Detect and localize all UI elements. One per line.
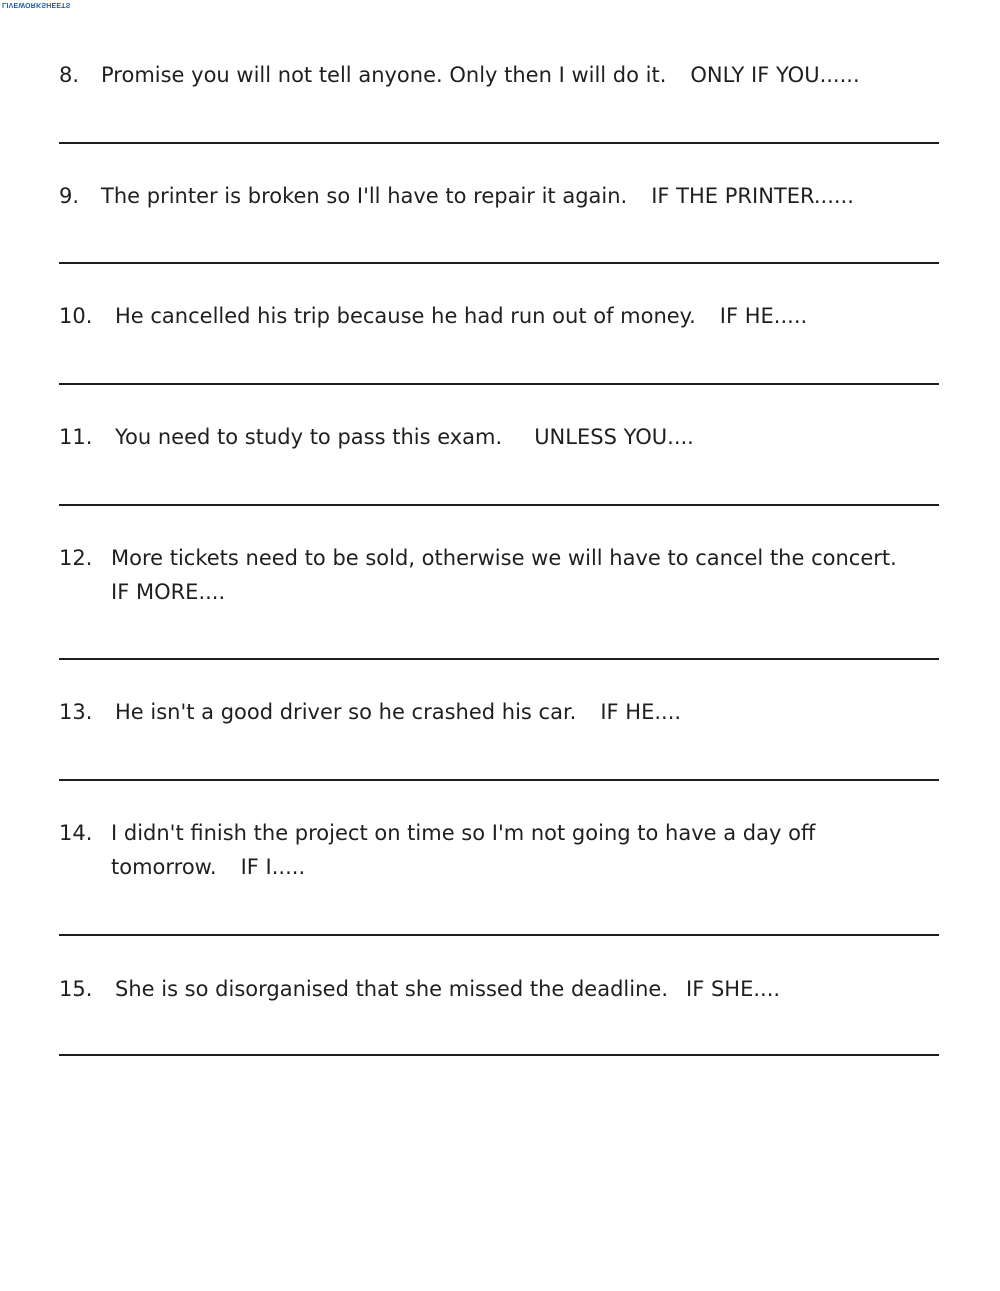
question-number: 10.: [59, 304, 93, 328]
question-prompt: IF HE.....: [719, 304, 808, 328]
answer-line-15[interactable]: [59, 1054, 939, 1056]
answer-line-11[interactable]: [59, 504, 939, 506]
question-prompt: IF MORE....: [111, 580, 226, 604]
question-number: 13.: [59, 700, 93, 724]
answer-line-9[interactable]: [59, 262, 939, 264]
question-prompt: IF I.....: [240, 855, 306, 879]
question-text: The printer is broken so I'll have to repair it again. IF THE PRINTER......: [101, 184, 854, 208]
answer-line-10[interactable]: [59, 383, 939, 385]
question-prompt: ONLY IF YOU......: [690, 63, 860, 87]
question-number: 12.: [59, 546, 93, 570]
question-text: More tickets need to be sold, otherwise we will have to cancel the concert. IF MORE....: [111, 546, 897, 604]
question-number: 8.: [59, 63, 80, 87]
question-text: Promise you will not tell anyone. Only then I will do it. ONLY IF YOU......: [101, 63, 860, 87]
answer-line-14[interactable]: [59, 934, 939, 936]
question-text: I didn't finish the project on time so I'm not going to have a day off tomorrow. IF I.....: [111, 821, 816, 879]
answer-line-8[interactable]: [59, 142, 939, 144]
question-text: She is so disorganised that she missed the deadline. IF SHE....: [115, 977, 781, 1001]
question-number: 9.: [59, 184, 80, 208]
question-number: 11.: [59, 425, 93, 449]
question-text: You need to study to pass this exam. UNLESS YOU....: [115, 425, 694, 449]
answer-line-13[interactable]: [59, 779, 939, 781]
question-prompt: IF THE PRINTER......: [651, 184, 854, 208]
answer-line-12[interactable]: [59, 658, 939, 660]
liveworksheets-logo: LIVEWORKSHEETS: [2, 1, 71, 8]
question-text: He isn't a good driver so he crashed his car. IF HE....: [115, 700, 682, 724]
question-number: 14.: [59, 821, 93, 845]
question-prompt: IF HE....: [600, 700, 682, 724]
question-number: 15.: [59, 977, 93, 1001]
question-prompt: IF SHE....: [686, 977, 781, 1001]
question-prompt: UNLESS YOU....: [534, 425, 694, 449]
question-text: He cancelled his trip because he had run out of money. IF HE.....: [115, 304, 808, 328]
